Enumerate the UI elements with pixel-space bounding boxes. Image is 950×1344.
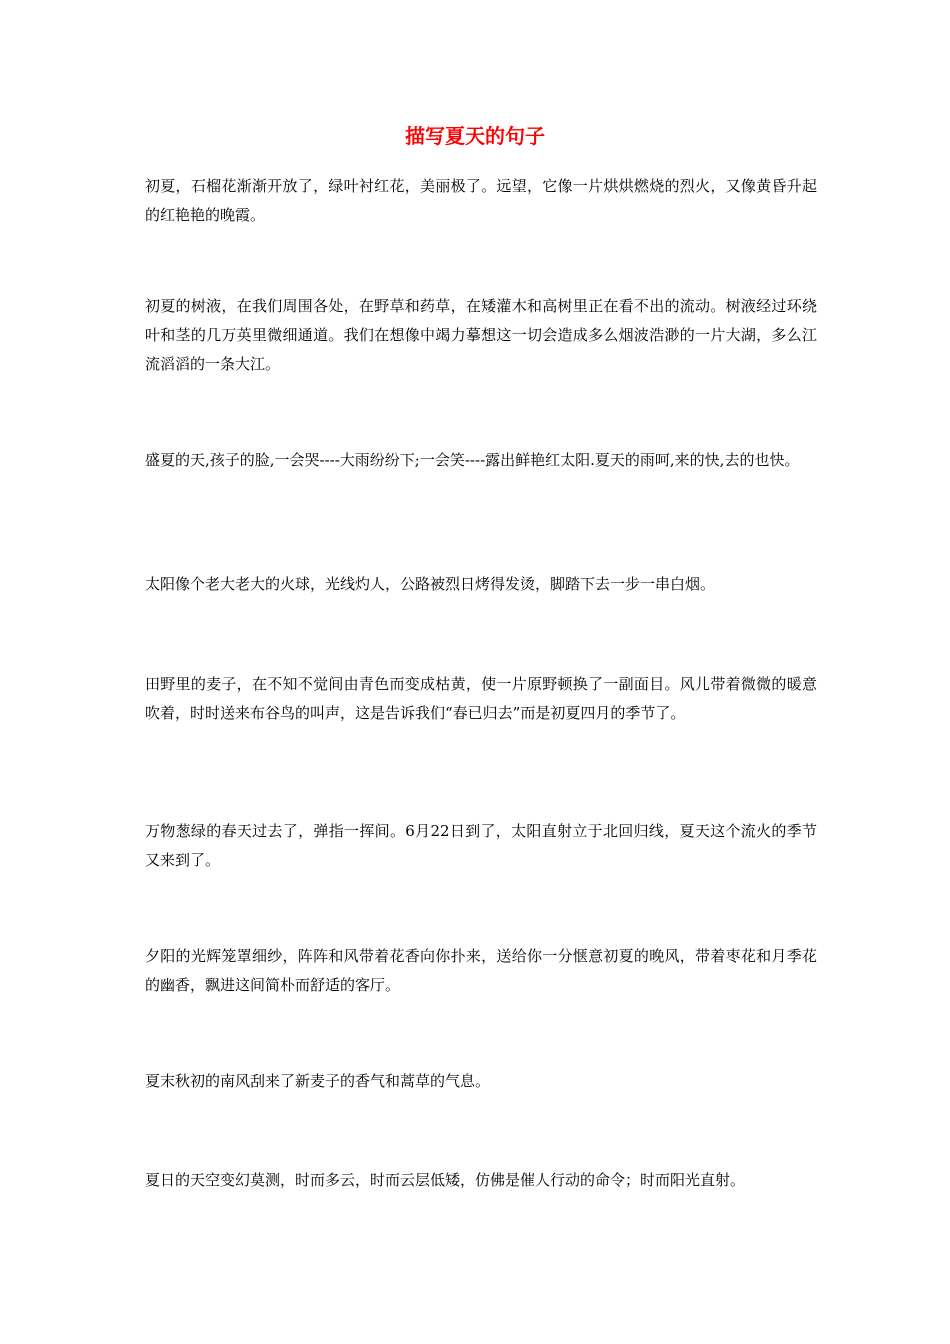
paragraph-9: 夏日的天空变幻莫测，时而多云，时而云层低矮，仿佛是催人行动的命令；时而阳光直射。 (145, 1171, 746, 1189)
paragraph-1: 初夏，石榴花渐渐开放了，绿叶衬红花，美丽极了。远望，它像一片烘烘燃烧的烈火，又像黄昏升起的红艳艳的晚霞。 (145, 177, 817, 224)
paragraph-2: 初夏的树液，在我们周围各处，在野草和药草，在矮灌木和高树里正在看不出的流动。树液经过环绕叶和茎的几万英里微细通道。我们在想像中竭力摹想这一切会造成多么烟波浩渺的一片大湖，多么江流滔滔的一条大江。 (145, 297, 817, 373)
paragraph-8: 夏末秋初的南风刮来了新麦子的香气和蒿草的气息。 (145, 1072, 491, 1090)
paragraph-4: 太阳像个老大老大的火球，光线灼人，公路被烈日烤得发烫，脚踏下去一步一串白烟。 (145, 575, 716, 593)
paragraph-7: 夕阳的光辉笼罩细纱，阵阵和风带着花香向你扑来，送给你一分惬意初夏的晚风，带着枣花和月季花的幽香，飘进这间简朴而舒适的客厅。 (145, 947, 817, 994)
document-title: 描写夏天的句子 (405, 124, 545, 148)
paragraph-6: 万物葱绿的春天过去了，弹指一挥间。6月22日到了，太阳直射立于北回归线，夏天这个流火的季节又来到了。 (145, 822, 817, 869)
paragraph-5: 田野里的麦子，在不知不觉间由青色而变成枯黄，使一片原野顿换了一副面目。风儿带着微微的暖意吹着，时时送来布谷鸟的叫声，这是告诉我们“春已归去”而是初夏四月的季节了。 (145, 675, 817, 722)
paragraph-3: 盛夏的天,孩子的脸,一会哭----大雨纷纷下;一会笑----露出鲜艳红太阳.夏天的雨呵,来的快,去的也快。 (145, 451, 800, 469)
